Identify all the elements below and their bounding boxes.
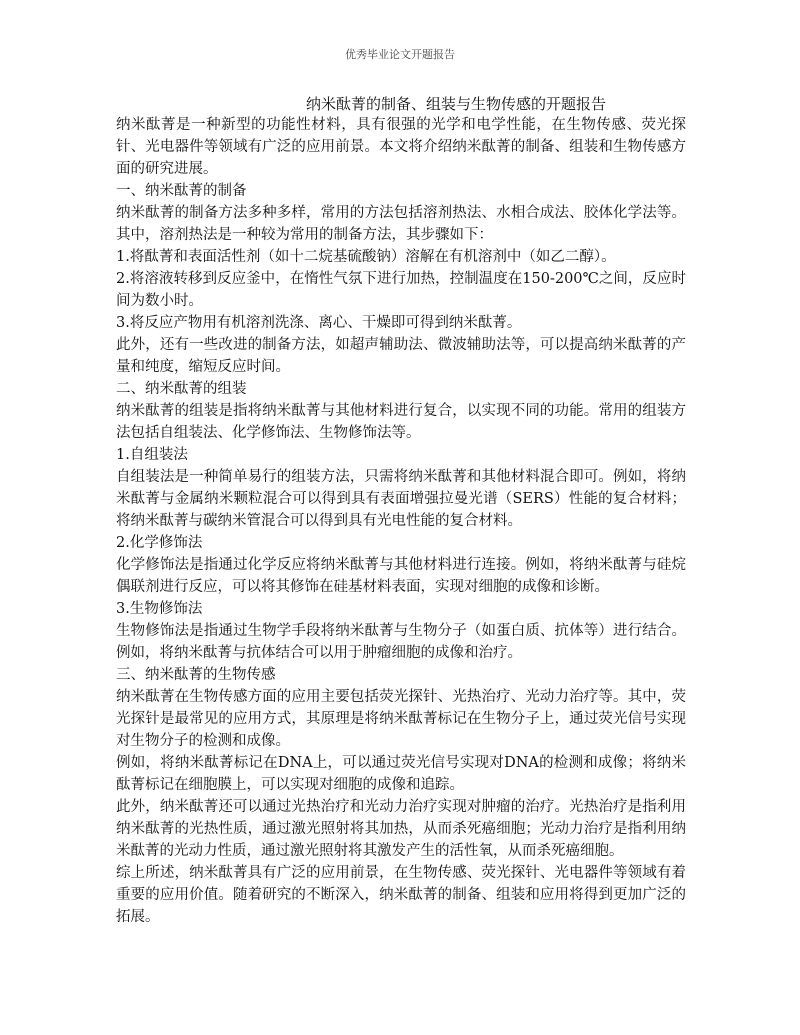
section-heading-biosensing: 三、纳米酞菁的生物传感 — [116, 667, 276, 683]
intro-paragraph: 纳米酞菁是一种新型的功能性材料，具有很强的光学和电学性能，在生物传感、荧光探针、光电器件等领域有广泛的应用前景。本文将介绍纳米酞菁的制备、组装和生物传感方面的研究进展。 — [116, 117, 686, 177]
paragraph: 例如，将纳米酞菁标记在DNA上，可以通过荧光信号实现对DNA的检测和成像；将纳米酞菁标记在细胞膜上，可以实现对细胞的成像和追踪。 — [116, 755, 686, 793]
paragraph: 此外，纳米酞菁还可以通过光热治疗和光动力治疗实现对肿瘤的治疗。光热治疗是指利用纳米酞菁的光热性质，通过激光照射将其加热，从而杀死癌细胞；光动力治疗是指利用纳米酞菁的光动力性质，通过激光照射将其激发产生的活性氧，从而杀死癌细胞。 — [116, 799, 686, 859]
paragraph: 生物修饰法是指通过生物学手段将纳米酞菁与生物分子（如蛋白质、抗体等）进行结合。例如，将纳米酞菁与抗体结合可以用于肿瘤细胞的成像和治疗。 — [116, 623, 686, 661]
step-item: 1.将酞菁和表面活性剂（如十二烷基硫酸钠）溶解在有机溶剂中（如乙二醇）。 — [116, 249, 616, 265]
paragraph: 此外，还有一些改进的制备方法，如超声辅助法、微波辅助法等，可以提高纳米酞菁的产量和纯度，缩短反应时间。 — [116, 337, 686, 375]
subheading-biological-modification: 3.生物修饰法 — [116, 601, 203, 617]
subheading-chemical-modification: 2.化学修饰法 — [116, 535, 203, 551]
step-item: 2.将溶液转移到反应釜中，在惰性气氛下进行加热，控制温度在150-200℃之间，反应时间为数小时。 — [116, 271, 686, 309]
section-heading-assembly: 二、纳米酞菁的组装 — [116, 381, 247, 397]
section-heading-preparation: 一、纳米酞菁的制备 — [116, 183, 247, 199]
subheading-self-assembly: 1.自组装法 — [116, 447, 188, 463]
paragraph: 纳米酞菁在生物传感方面的应用主要包括荧光探针、光热治疗、光动力治疗等。其中，荧光探针是最常见的应用方式，其原理是将纳米酞菁标记在生物分子上，通过荧光信号实现对生物分子的检测和成像。 — [116, 689, 686, 749]
paragraph: 纳米酞菁的制备方法多种多样，常用的方法包括溶剂热法、水相合成法、胶体化学法等。其中，溶剂热法是一种较为常用的制备方法，其步骤如下： — [116, 205, 686, 243]
paragraph: 化学修饰法是指通过化学反应将纳米酞菁与其他材料进行连接。例如，将纳米酞菁与硅烷偶联剂进行反应，可以将其修饰在硅基材料表面，实现对细胞的成像和诊断。 — [116, 557, 686, 595]
paragraph: 自组装法是一种简单易行的组装方法，只需将纳米酞菁和其他材料混合即可。例如，将纳米酞菁与金属纳米颗粒混合可以得到具有表面增强拉曼光谱（SERS）性能的复合材料；将纳米酞菁与碳纳米管混合可以得到具有光电性能的复合材料。 — [116, 469, 686, 529]
step-item: 3.将反应产物用有机溶剂洗涤、离心、干燥即可得到纳米酞菁。 — [116, 315, 522, 331]
conclusion-paragraph: 综上所述，纳米酞菁具有广泛的应用前景，在生物传感、荧光探针、光电器件等领域有着重要的应用价值。随着研究的不断深入，纳米酞菁的制备、组装和应用将得到更加广泛的拓展。 — [116, 865, 686, 925]
document-title: 纳米酞菁的制备、组装与生物传感的开题报告 — [306, 95, 607, 113]
document-body — [116, 114, 686, 928]
page-header: 优秀毕业论文开题报告 — [345, 48, 455, 61]
paragraph: 纳米酞菁的组装是指将纳米酞菁与其他材料进行复合，以实现不同的功能。常用的组装方法包括自组装法、化学修饰法、生物修饰法等。 — [116, 403, 686, 441]
